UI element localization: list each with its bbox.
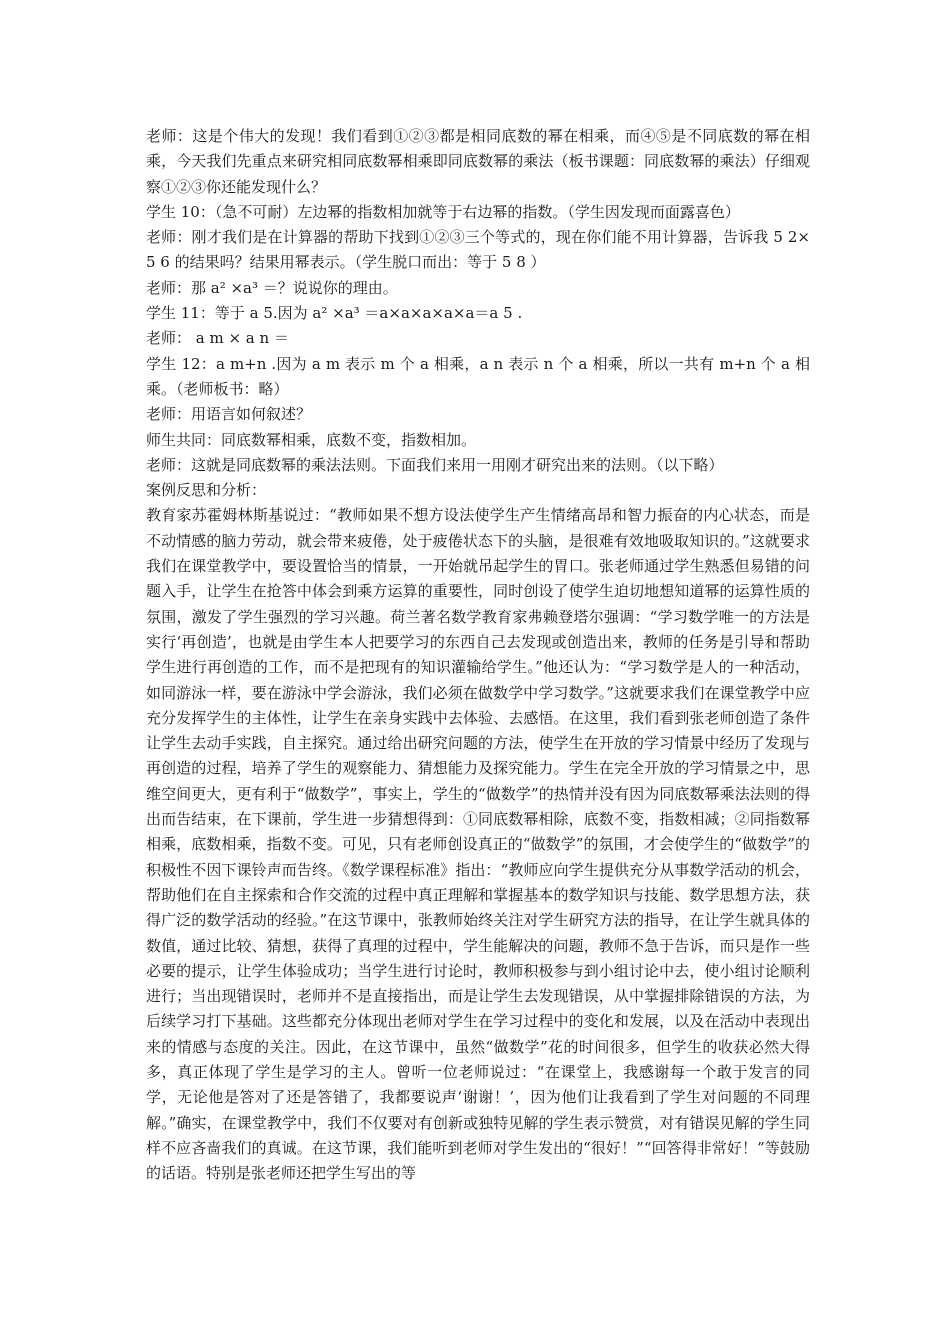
paragraph-teacher-rule: 老师：这就是同底数幂的乘法法则。下面我们来用一用刚才研究出来的法则。（以下略） [146, 455, 724, 474]
paragraph-reflection-body: 教育家苏霍姆林斯基说过：“教师如果不想方设法使学生产生情绪高昂和智力振奋的内心状态，而是不动情感的脑力劳动，就会带来疲倦，处于疲倦状态下的头脑，是很难有效地吸取知识的。”这就要求我们在课堂教学中，要设置恰当的情景，一开始就吊起学生的胃口。张老师通过学生熟悉但易错的问题入手，让学生在抢答中体会到乘方运算的重要性，同时创设了使学生迫切地想知道幂的运算性质的氛围，激发了学生强烈的学习兴趣。荷兰著名数学教育家弗赖登塔尔强调：“学习数学唯一的方法是实行‘再创造’，也就是由学生本人把要学习的东西自己去发现或创造出来，教师的任务是引导和帮助学生进行再创造的工作，而不是把现有的知识灌输给学生。”他还认为：“学习数学是人的一种活动，如同游泳一样，要在游泳中学会游泳，我们必须在做数学中学习数学。”这就要求我们在课堂教学中应充分发挥学生的主体性，让学生在亲身实践中去体验、去感悟。在这里，我们看到张老师创造了条件让学生去动手实践，自主探究。通过给出研究问题的方法，使学生在开放的学习情景中经历了发现与再创造的过程，培养了学生的观察能力、猜想能力及探究能力。学生在完全开放的学习情景之中，思维空间更大，更有利于“做数学”，事实上，学生的“做数学”的热情并没有因为同底数幂乘法法则的得出而告结束，在下课前，学生进一步猜想得到：①同底数幂相除，底数不变，指数相减；②同指数幂相乘，底数相乘，指数不变。可见，只有老师创设真正的“做数学”的氛围，才会使学生的“做数学”的积极性不因下课铃声而告终。《数学课程标准》指出：“教师应向学生提供充分从事数学活动的机会，帮助他们在自主探索和合作交流的过程中真正理解和掌握基本的数学知识与技能、数学思想方法，获得广泛的数学活动的经验。”在这节课中，张教师始终关注对学生研究方法的指导，在让学生就具体的数值，通过比较、猜想，获得了真理的过程中，学生能解决的问题，教师不急于告诉，而只是作一些必要的提示，让学生体验成功；当学生进行讨论时，教师积极参与到小组讨论中去，使小组讨论顺利进行；当出现错误时，老师并不是直接指出，而是让学生去发现错误，从中掌握排除错误的方法，为后续学习打下基础。这些都充分体现出老师对学生在学习过程中的变化和发展，以及在活动中表现出来的情感与态度的关注。因此，在这节课中，虽然“做数学”花的时间很多，但学生的收获必然大得多，真正体现了学生是学习的主人。曾听一位老师说过：“在课堂上，我感谢每一个敢于发言的同学，无论他是答对了还是答错了，我都要说声‘谢谢！’，因为他们让我看到了学生对问题的不同理解。”确实，在课堂教学中，我们不仅要对有创新或独特见解的学生表示赞赏，对有错误见解的学生同样不应吝啬我们的真诚。在这节课，我们能听到老师对学生发出的“很好！”“回答得非常好！”等鼓励的话语。特别是张老师还把学生写出的等 [146, 506, 810, 1183]
document-body [146, 124, 810, 1186]
paragraph-teacher-discovery: 老师：这是个伟大的发现！我们看到①②③都是相同底数的幂在相乘，而④⑤是不同底数的幂在相乘，今天我们先重点来研究相同底数幂相乘即同底数幂的乘法（板书课题：同底数幂的乘法）仔细观察①②③你还能发现什么？ [146, 127, 810, 196]
paragraph-together: 师生共同：同底数幂相乘，底数不变，指数相加。 [146, 430, 477, 449]
paragraph-student-10: 学生 10：（急不可耐）左边幂的指数相加就等于右边幂的指数。（学生因发现而面露喜色） [146, 202, 740, 221]
paragraph-teacher-language: 老师：用语言如何叙述？ [146, 405, 312, 424]
paragraph-student-11: 学生 11：等于 a 5.因为 a² ×a³ ＝a×a×a×a×a＝a 5 . [146, 304, 523, 323]
paragraph-student-12: 学生 12：a m+n .因为 a m 表示 m 个 a 相乘，a n 表示 n 个 a 相乘，所以一共有 m+n 个 a 相乘。（老师板书：略） [146, 354, 810, 398]
paragraph-teacher-a2a3: 老师：那 a² ×a³ ＝？说说你的理由。 [146, 278, 398, 297]
section-heading-reflection: 案例反思和分析： [146, 481, 267, 500]
paragraph-teacher-calculator: 老师：刚才我们是在计算器的帮助下找到①②③三个等式的，现在你们能不用计算器，告诉我 5 2×5 6 的结果吗？结果用幂表示。（学生脱口而出：等于 5 8 ） [146, 228, 810, 272]
paragraph-teacher-aman: 老师： a m × a n ＝ [146, 329, 289, 348]
